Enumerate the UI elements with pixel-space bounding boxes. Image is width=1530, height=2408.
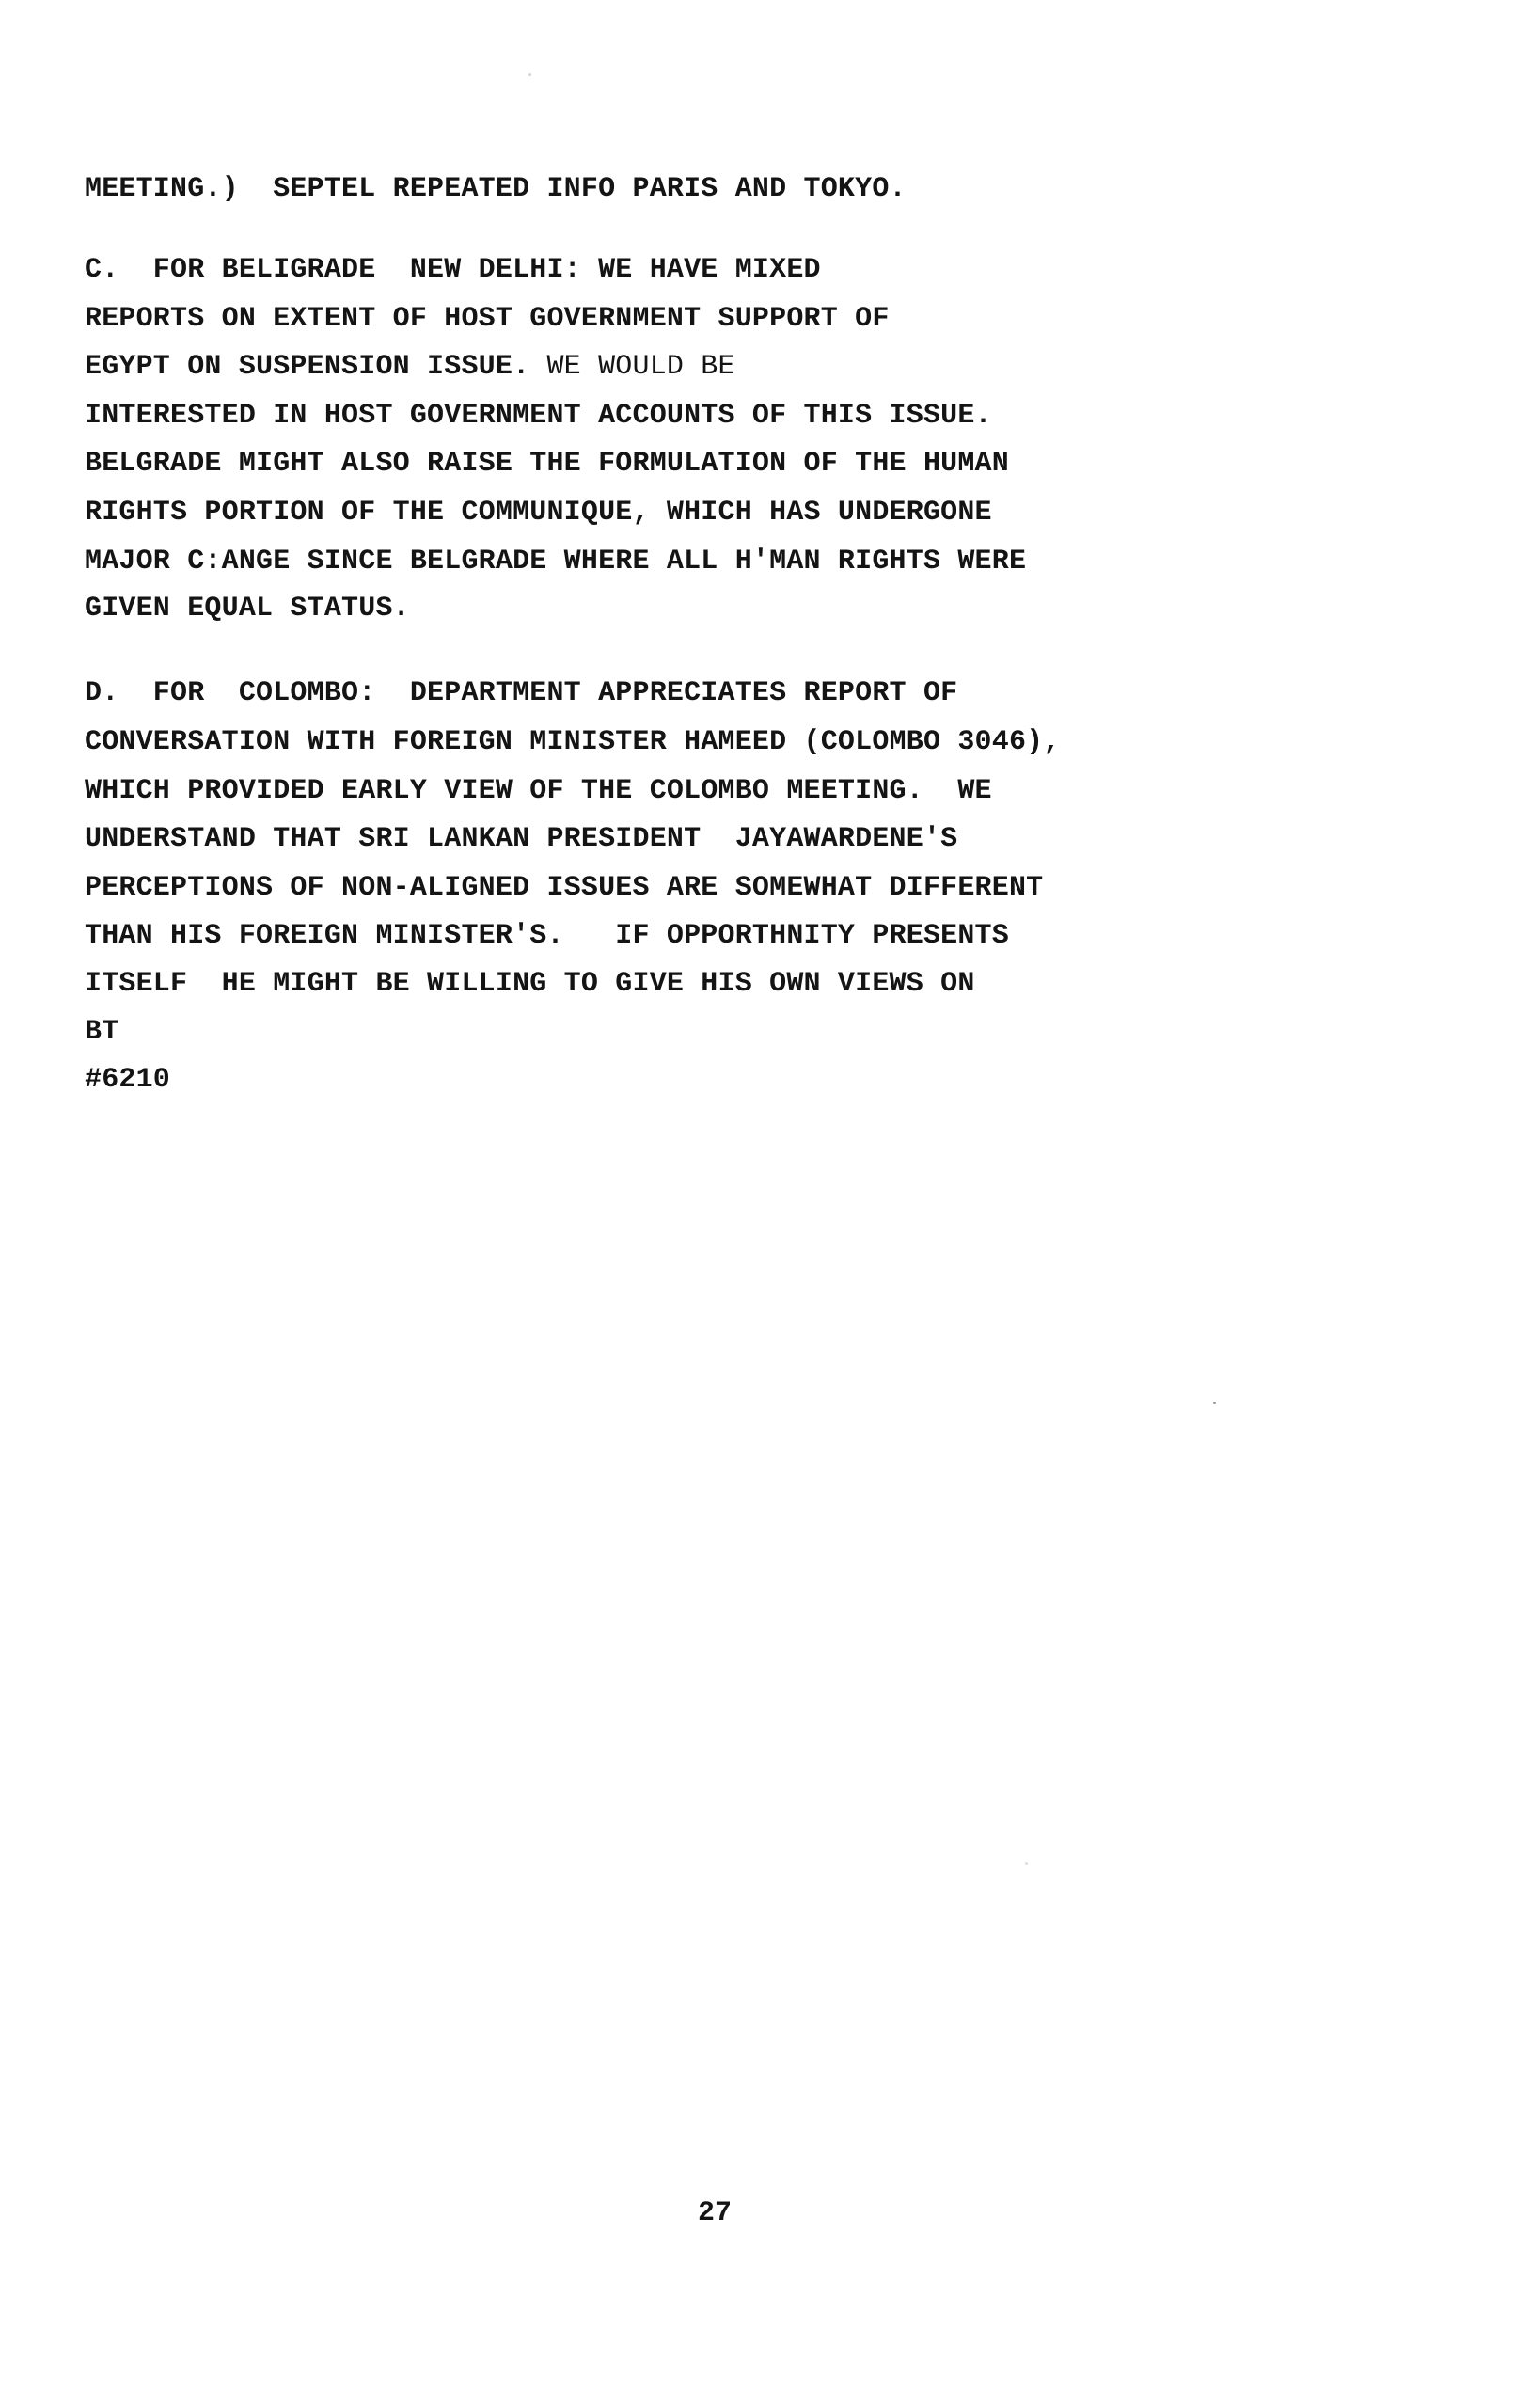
text-line-6: BELGRADE MIGHT ALSO RAISE THE FORMULATION OF THE HUMAN (85, 448, 1009, 480)
text-line-17: BT (85, 1016, 119, 1048)
text-line-3: REPORTS ON EXTENT OF HOST GOVERNMENT SUPPORT OF (85, 303, 890, 335)
text-line-10: D. FOR COLOMBO: DEPARTMENT APPRECIATES REPORT OF (85, 677, 958, 709)
text-line-2: C. FOR BELIGRADE NEW DELHI: WE HAVE MIXED (85, 254, 821, 286)
text-line-18: #6210 (85, 1064, 171, 1096)
text-line-16: ITSELF HE MIGHT BE WILLING TO GIVE HIS OWN VIEWS ON (85, 968, 975, 1000)
scan-speck (528, 73, 531, 76)
text-line-15: THAN HIS FOREIGN MINISTER'S. IF OPPORTHNITY PRESENTS (85, 920, 1009, 952)
text-line-9: GIVEN EQUAL STATUS. (85, 593, 410, 625)
text-line-4-insert: WE WOULD BE (546, 351, 735, 383)
text-line-1: MEETING.) SEPTEL REPEATED INFO PARIS AND TOKYO. (85, 173, 907, 205)
text-line-7: RIGHTS PORTION OF THE COMMUNIQUE, WHICH HAS UNDERGONE (85, 497, 992, 529)
text-line-4 (85, 353, 735, 381)
scan-speck (1025, 1862, 1028, 1865)
text-line-5: INTERESTED IN HOST GOVERNMENT ACCOUNTS OF THIS ISSUE. (85, 400, 992, 432)
text-line-8: MAJOR C:ANGE SINCE BELGRADE WHERE ALL H'MAN RIGHTS WERE (85, 546, 1027, 578)
scan-speck (1213, 1402, 1216, 1404)
text-line-11: CONVERSATION WITH FOREIGN MINISTER HAMEED (COLOMBO 3046), (85, 726, 1061, 758)
text-line-14: PERCEPTIONS OF NON-ALIGNED ISSUES ARE SOMEWHAT DIFFERENT (85, 872, 1044, 904)
page-number: 27 (698, 2197, 733, 2229)
text-line-4-typed: EGYPT ON SUSPENSION ISSUE. (85, 351, 530, 383)
text-line-13: UNDERSTAND THAT SRI LANKAN PRESIDENT JAYAWARDENE'S (85, 823, 958, 855)
text-line-12: WHICH PROVIDED EARLY VIEW OF THE COLOMBO MEETING. WE (85, 775, 992, 807)
